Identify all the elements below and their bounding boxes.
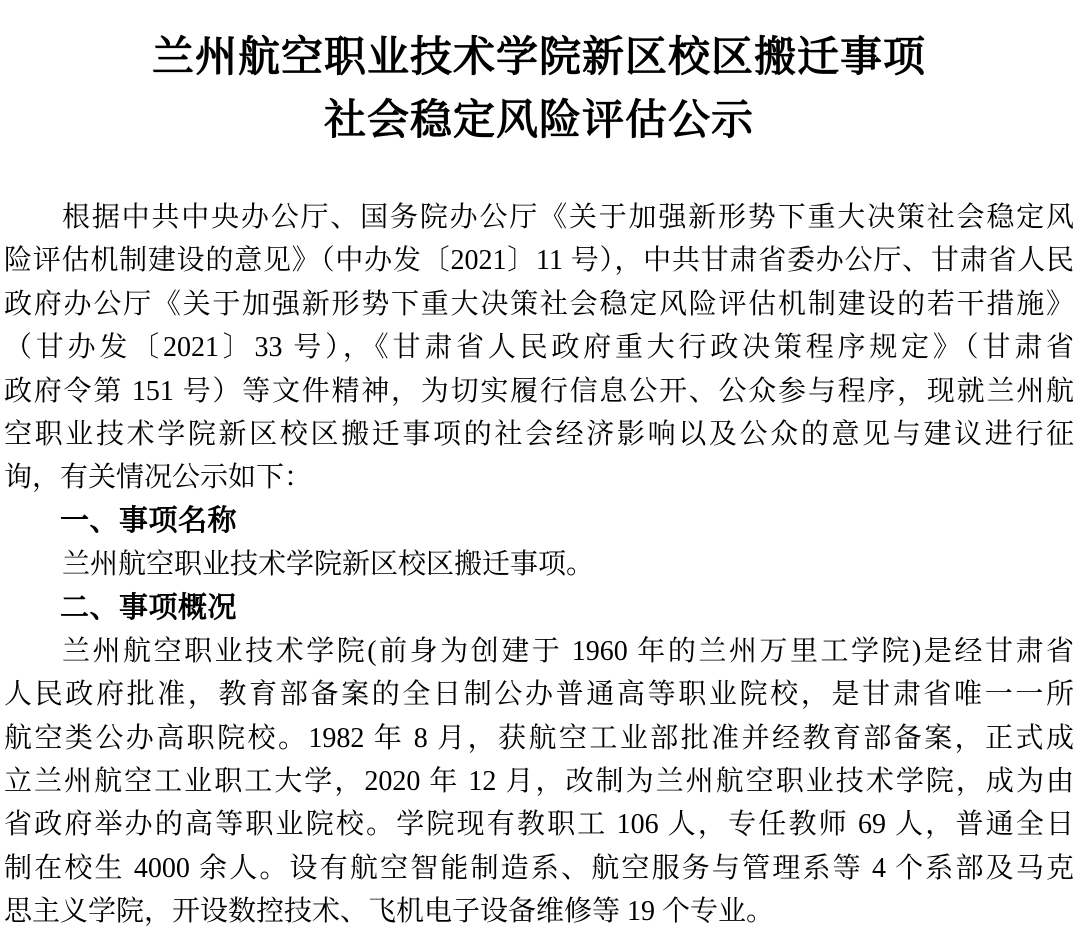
section-1-body: 兰州航空职业技术学院新区校区搬迁事项。	[62, 549, 595, 581]
section-1-heading: 一、事项名称	[60, 504, 238, 537]
intro-paragraph-line: 险评估机制建设的意见》（中办发〔2021〕11 号），中共甘肃省委办公厅、甘肃省人民	[4, 245, 1074, 277]
document-title-line-2: 社会稳定风险评估公示	[323, 98, 754, 144]
document-title-line-1: 兰州航空职业技术学院新区校区搬迁事项	[151, 35, 926, 81]
section-2-heading: 二、事项概况	[60, 591, 238, 624]
section-2-paragraph-line: 立兰州航空工业职工大学，2020 年 12 月，改制为兰州航空职业技术学院，成为由	[4, 766, 1074, 798]
section-2-paragraph-line: 省政府举办的高等职业院校。学院现有教职工 106 人，专任教师 69 人，普通全日	[4, 809, 1074, 841]
section-2-paragraph-line: 思主义学院，开设数控技术、飞机电子设备维修等 19 个专业。	[4, 896, 775, 928]
intro-paragraph-line: 政府令第 151 号）等文件精神，为切实履行信息公开、公众参与程序，现就兰州航	[4, 375, 1074, 407]
intro-paragraph-line: 根据中共中央办公厅、国务院办公厅《关于加强新形势下重大决策社会稳定风	[62, 202, 1074, 233]
intro-paragraph-line: 空职业技术学院新区校区搬迁事项的社会经济影响以及公众的意见与建议进行征	[4, 418, 1074, 450]
intro-paragraph-line: 询，有关情况公示如下：	[4, 462, 313, 494]
section-2-paragraph-line: 人民政府批准，教育部备案的全日制公办普通高等职业院校，是甘肃省唯一一所	[4, 679, 1074, 711]
section-2-paragraph-line: 制在校生 4000 余人。设有航空智能制造系、航空服务与管理系等 4 个系部及马克	[4, 852, 1074, 884]
section-2-paragraph-line: 兰州航空职业技术学院(前身为创建于 1960 年的兰州万里工学院)是经甘肃省	[62, 635, 1074, 667]
document-body	[4, 196, 1074, 934]
section-2-paragraph-line: 航空类公办高职院校。1982 年 8 月，获航空工业部批准并经教育部备案，正式成	[4, 722, 1074, 754]
intro-paragraph-line: （甘办发〔2021〕33 号），《甘肃省人民政府重大行政决策程序规定》（甘肃省	[4, 332, 1074, 364]
intro-paragraph-line: 政府办公厅《关于加强新形势下重大决策社会稳定风险评估机制建设的若干措施》	[4, 288, 1074, 320]
